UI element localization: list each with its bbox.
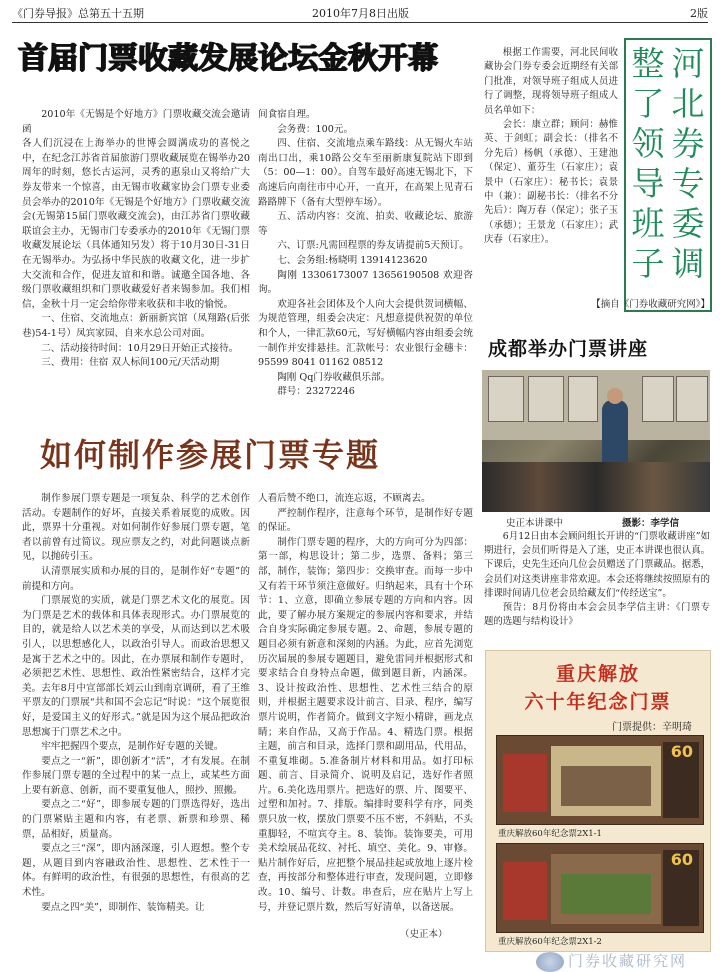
article1-col2 <box>258 108 473 433</box>
article2-p: 要点之一“新”，即创新才“活”，才有发展。在制作参展门票专题的全过程中的某一点上，或某些方面上要有新意、创新，而不要重复他人，照抄、照搬。 <box>22 755 250 796</box>
article2-p: 人看后赞不绝口，流连忘返，不顾离去。 <box>258 493 431 504</box>
appointment-body: 根据工作需要，河北民间收藏协会门券专委会近期经有关部门批准，对领导班子组成人员进行了调整，现将领导班子组成人员名单如下： <box>484 47 618 116</box>
article1-p: 各人们沉浸在上海举办的世博会圆满成功的喜悦之中，在纪念江苏省首届旅游门票收藏展览在锡举办20周年的时刻，悠长古运河，灵秀的惠泉山又将给广大券友带来一个惊喜，由无锡市收藏家协会门票专业委员会举办的2010年《无锡是个好地方》门票收藏交流会(无锡第15届门票收藏交流会)，由江苏省门票收藏联谊会主办，无锡市门专委承办的2010年《无锡门票收藏发展论坛（具体通知另发）将于10月30日-31日在无锡举办。为弘扬中华民族的收藏文化，进一步扩大交流和合作，促进友谊和和谐。诚邀全国各地、各级门票收藏组织和门票收藏爱好者来锡参加。我们相信，金秋十月一定会给你带来收获和丰收的愉悦。 <box>22 138 250 310</box>
appointment-text <box>484 46 618 316</box>
article2-headline: 如何制作参展门票专题 <box>40 436 381 474</box>
article2-author: （史正本） <box>400 929 448 940</box>
article1-p: 间食宿自理。 <box>258 109 316 120</box>
article1-p: 欢迎各社会团体及个人向大会提供贺词横幅、为规范管理，组委会决定：凡想意提供祝贺的单位和个人，一律汇款60元，写好横幅内容由组委会统一制作并安排悬挂。汇款帐号：农业银行金穗卡：95599 8041 01162 08512 <box>258 298 473 369</box>
article1-col1 <box>22 108 250 433</box>
ticket-image-1 <box>496 735 704 825</box>
article1-p: 三、费用：住宿 双人标间100元/天活动期 <box>41 357 220 369</box>
watermark-logo-icon <box>536 952 564 972</box>
article2-p: 制作参展门票专题是一项复杂、科学的艺术创作活动。专题制作的好坏，直接关系着展览的成败。因此，票界十分重视。对如何制作好参展门票专题，笔者以前曾有过简议。现应票友之约，对此问题谈点新见，以抛砖引玉。 <box>22 493 250 563</box>
page-header <box>12 6 708 23</box>
article2-p: 要点之四“美”，即制作、装饰精美。让 <box>41 901 205 913</box>
ticket-badge: 60 <box>670 742 693 761</box>
photo-caption: 史正本讲课中 <box>506 518 564 529</box>
chengdu-headline: 成都举办门票讲座 <box>488 338 649 360</box>
photographer: 摄影：李学信 <box>622 518 680 529</box>
appointment-headline-col1: 河 北 券 专 委 调 <box>671 44 705 283</box>
article1-headline: 首届门票收藏发展论坛金秋开幕 <box>18 41 438 76</box>
article2-p: 牢牢把握四个要点，是制作好专题的关键。 <box>41 741 224 753</box>
ticket-caption-2: 重庆解放60年纪念票2X1-2 <box>498 937 602 947</box>
chengdu-p: 6月12日由本会顾问组长开讲的“门票收藏讲座”如期进行，会员们听得是入了迷，史正本讲课也很认真。下课后，史先生还向几位会员赠送了门票藏品。据悉，会员们对这类讲座非常欢迎。本会还将继续按照原有的排课时间请几位老会员给藏友们“传经送宝”。 <box>484 531 710 599</box>
header-left: 《门券导报》总第五十五期 <box>12 7 144 20</box>
article1-p: 七、会务组:杨晓明 13914123620 <box>277 254 428 266</box>
article1-p: 四、住宿、交流地点乘车路线：从无锡火车站南出口出，乘10路公交车至丽新康复院站下即到（5：00—1：00）。自驾车最好高速无锡北下，下高速后向南往市中心开，一直开，在高架上见青石路路牌下（备有大型停车场）。 <box>258 138 473 208</box>
article2-col2 <box>258 492 473 920</box>
article1-p: 六、订票:凡需回程票的券友请提前5天预订。 <box>277 240 469 252</box>
article2-p: 制作门票专题的程序，大的方向可分为四部：第一部，构思设计；第二步，选票、备料；第三部，制作，装饰；第四步：交换审查。而每一步中又有若干环节须注意做好。归纳起来，具有十个环节：1、立意，即确立参展专题的方向和内容。因此，要了解办展方案规定的参展内容和要求，并结合自身实际确定参展专题。2、命题，参展专题的题目必须有新意和深刻的内涵。为此，应首先浏览历次届展的参展专题题目，避免雷同并根据形式和要求结合自身特点命题，做到题目新，内涵深。3、设计按政治性、思想性、艺术性三结合的原则，并根据主题要求设计前言、目录、程序，编写票片说明，作者简介。做到文字短小精辟，画龙点睛；来自作品，又高于作品。4、精选门票。根据主题，前言和目录，选择门票和副用品，代用品，不重复堆砌。5.准备制片材料和用品。如打印标题、前言、目录简介、说明及启记，选好作者照片。6.美化选用票片。把选好的票、片、图要平、过塑和加衬。7、排版。编排时要科学有序，同类票只放一枚，摆放门票要不压不密，不斜贴，不头重脚轻，不喧宾夺主。8、装饰。装饰要美，可用美术绘展品花纹、衬托、填空、美化。9、审修。贴片制作好后，应把整个展品挂起或放地上逐片检查，再按部分和整体进行审查，发现问题，立即修改。10、编号、计数。串查后，应在贴片上写上号，并登记票片数，然后写好清单，以备送展。 <box>258 536 473 913</box>
ticket-provider: 门票提供：辛明琦 <box>612 722 692 733</box>
watermark-text: 门券收藏研究网 <box>568 952 688 970</box>
article2-p: 要点之三“深”，即内涵深邃，引人遐想。整个专题，从题目到内容融政治性、思想性、艺术性于一体。有鲜明的政治性，有很强的思想性，有很高的艺术性。 <box>22 843 250 899</box>
chongqing-title-1: 重庆解放 <box>555 663 640 685</box>
article2-p: 要点之二“好”，即参展专题的门票选得好，选出的门票紧贴主题和内容，有老票、新票和珍票、稀票，品相好，质量高。 <box>22 799 250 840</box>
article1-p: 陶刚 Qq门券收藏俱乐部。 <box>277 371 391 383</box>
article2-p: 认清票展实质和办展的目的，是制作好“专题”的前提和方向。 <box>22 565 250 592</box>
article1-p: 2010年《无锡是个好地方》门票收藏交流会邀请函 <box>22 109 250 135</box>
chengdu-p: 预告：8月份将由本会会员李学信主讲：《门票专题的选题与结构设计》 <box>484 602 710 628</box>
article1-p: 五、活动内容：交流、拍卖、收藏论坛、旅游等 <box>258 211 473 237</box>
article1-p: 一、住宿、交流地点：新丽新宾馆（凤翔路(后张巷)54-1号）凤宾家园、自来水总公司对面。 <box>22 313 250 339</box>
chongqing-title-2: 六十年纪念门票 <box>524 691 672 713</box>
article2-col1 <box>22 492 250 940</box>
article1-p: 群号：23272246 <box>277 386 355 398</box>
article1-p: 会务费：100元。 <box>277 123 354 135</box>
article2-p: 门票展览的实质，就是门票艺术文化的展览。因为门票是艺术的载体和具体表现形式。办门票展览的目的，就是给人以艺术美的享受，从而达到以艺术吸引人，以思想感化人，以政治引导人。而政治思想又是寓于艺术之中的。因此，在办票展和制作专题时，必须把艺术性、思想性、政治性紧密结合，这样才完美。去年8月中宣部部长刘云山到南京调研，看了王维平票友的门票展“共和国不会忘记”时说：“这个展览很好，是爱国主义的好形式。”就是因为这个展品把政治思想寓于门票艺术之中。 <box>22 595 250 738</box>
article1-p: 陶刚 13306173007 13656190508 欢迎咨询。 <box>258 269 473 296</box>
appointment-headline-col2: 整 了 领 导 班 子 <box>631 44 665 283</box>
appointment-source: 【摘自《门券收藏研究网》】 <box>591 299 710 310</box>
site-watermark <box>536 950 687 972</box>
chongqing-ticket-box <box>485 650 711 952</box>
header-date: 2010年7月8日出版 <box>312 7 409 20</box>
article1-p: 二、活动接待时间：10月29日开始正式接待。 <box>41 342 239 354</box>
appointment-headline-box <box>624 38 712 312</box>
header-page: 2版 <box>690 7 708 20</box>
chengdu-body <box>484 530 710 644</box>
lecture-photo <box>482 370 710 512</box>
ticket-badge: 60 <box>670 850 693 869</box>
ticket-image-2 <box>496 843 704 933</box>
ticket-caption-1: 重庆解放60年纪念票2X1-1 <box>498 829 602 839</box>
appointment-members: 会长：康立群；顾问：赫惟英、于剑虹；副会长：（排名不分先后）杨帆（承德）、王建池（保定）、董芬生（石家庄）；袁景中（石家庄）：秘书长；袁景中（兼）：副秘书长：（排名不分先后）：陶万春（保定）；张子玉（承德）；王景龙（石家庄）；武庆春（石家庄）。 <box>484 119 618 246</box>
article2-p: 严控制作程序，注意每个环节，是制作好专题的保证。 <box>258 507 473 534</box>
